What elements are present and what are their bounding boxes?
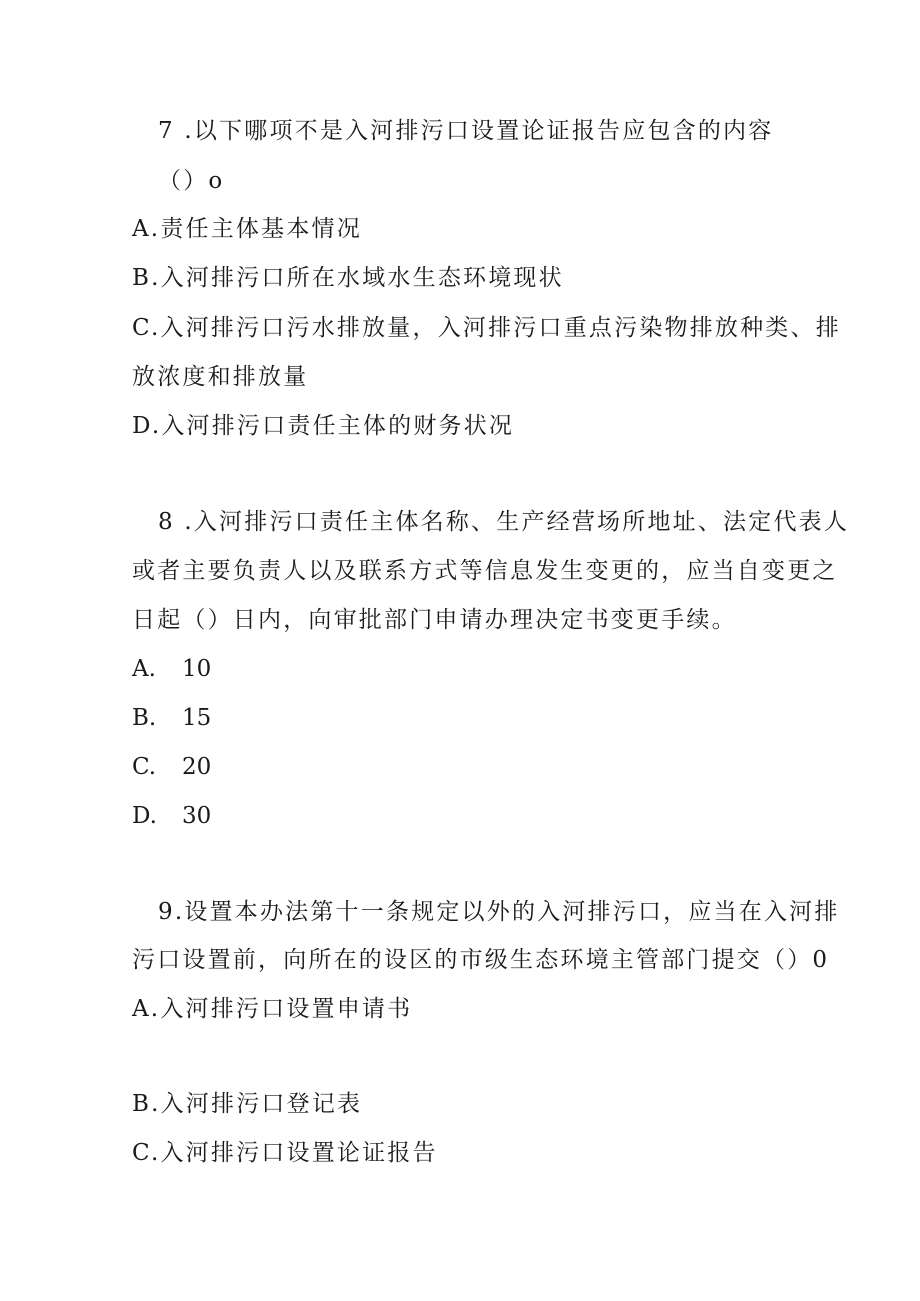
question-8-option-a <box>132 654 211 684</box>
question-8-option-b <box>132 703 211 733</box>
question-9-option-a: A.入河排污口设置申请书 <box>132 996 413 1022</box>
question-9-stem-line-1: 9.设置本办法第十一条规定以外的入河排污口，应当在入河排 <box>158 899 840 925</box>
question-9-stem-line-2: 污口设置前，向所在的设区的市级生态环境主管部门提交（）0 <box>132 947 830 973</box>
option-label: B. <box>132 705 157 731</box>
question-7-option-b: B.入河排污口所在水域水生态环境现状 <box>132 265 564 291</box>
option-value: 30 <box>182 803 212 829</box>
question-8-stem-line-1: 8 .入河排污口责任主体名称、生产经营场所地址、法定代表人 <box>158 509 850 535</box>
question-9-option-b: B.入河排污口登记表 <box>132 1091 363 1117</box>
question-7-stem-line-2: （）o <box>158 168 225 194</box>
question-9-option-c: C.入河排污口设置论证报告 <box>132 1140 438 1166</box>
option-value: 20 <box>182 754 212 780</box>
option-label: D. <box>132 803 157 829</box>
question-8-stem-line-2: 或者主要负责人以及联系方式等信息发生变更的，应当自变更之 <box>132 558 838 584</box>
question-8-option-d <box>132 801 211 831</box>
question-8-option-c <box>132 752 211 782</box>
option-value: 15 <box>182 705 212 731</box>
question-7-stem-line-1: 7 .以下哪项不是入河排污口设置论证报告应包含的内容 <box>158 118 774 144</box>
question-8-stem-line-3: 日起（）日内，向审批部门申请办理决定书变更手续。 <box>132 607 737 633</box>
question-7-option-c-line-1: C.入河排污口污水排放量，入河排污口重点污染物排放种类、排 <box>132 315 841 341</box>
option-label: C. <box>132 754 157 780</box>
option-value: 10 <box>182 656 212 682</box>
option-label: A. <box>132 656 156 682</box>
question-7-option-c-line-2: 放浓度和排放量 <box>132 364 309 390</box>
question-7-option-a: A.责任主体基本情况 <box>132 216 362 242</box>
question-7-option-d: D.入河排污口责任主体的财务状况 <box>132 413 515 439</box>
